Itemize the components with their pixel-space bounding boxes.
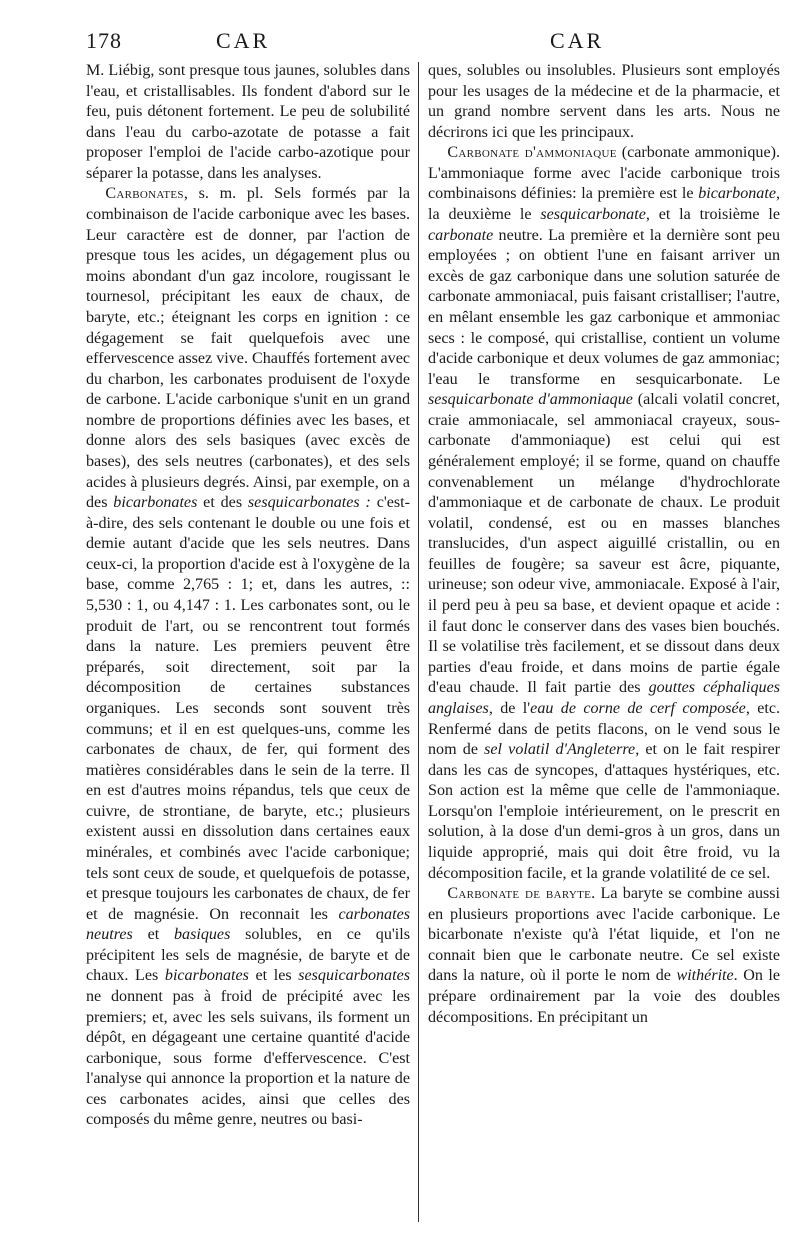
entry-headword: Carbonate d'ammoniaque xyxy=(447,144,617,162)
italic-term: basiques xyxy=(174,926,231,944)
paragraph-text: ques, solubles ou insolubles. Plusieurs sont employés pour les usages de la médecine et de la pharmacie, et un grand nombre servent dans les arts. Nous ne décrirons ici que les principaux. xyxy=(428,62,780,141)
entry-headword: Carbonates xyxy=(105,185,184,203)
entry-text: . On le prépare ordinairement par la voie des doubles décompositions. En précipitant un xyxy=(428,967,780,1026)
entry-text: neutre. La première et la dernière sont peu employées ; on obtient l'une en faisant arriver un excès de gaz carbonique dans une solution saturée de carbonate ammoniacal, puis faisant cristalliser; l'autre, en mêlant ensemble les gaz carbonique et ammoniac secs : le composé, qui cristallise, contient un volume d'acide carbonique et deux volumes de gaz ammoniac; l'eau le transforme en sesquicarbonate. Le xyxy=(428,226,780,388)
italic-term: sesquicarbonate xyxy=(540,206,646,224)
entry-text: ne donnent pas à froid de précipité avec les premiers; et, avec les sels suivans, ils forment un dépôt, en dégageant une certaine quantité d'acide carbonique, sous forme d'effervescence. C'est l'analyse qui annonce la proportion et la nature de ces carbonates acides, ainsi que celles des composés du même genre, neutres ou basi- xyxy=(86,988,410,1129)
page-number: 178 xyxy=(86,28,122,53)
entry-text: et les xyxy=(248,967,299,985)
entry-headword: Carbonate de baryte xyxy=(447,885,592,903)
italic-term: bicarbonates xyxy=(113,494,198,512)
entry-text: , la deuxième le xyxy=(428,185,780,224)
entry-carbonate-ammoniaque xyxy=(428,143,780,884)
paragraph-continued xyxy=(86,61,410,184)
entry-text: . La baryte se combine aussi en plusieurs proportions avec l'acide carbonique. Le bicarbonate n'existe qu'à l'état liquide, et l'on ne connait bien que le carbonate neutre. Ce sel existe dans la nature, où il porte le nom de xyxy=(428,885,780,985)
entry-text: , et on le fait respirer dans les cas de syncopes, d'attaques hystériques, etc. Son action est la même que celle de l'ammoniaque. Lorsqu'on l'emploie intérieurement, on le prescrit en solution, à la dose d'un demi-gros à un gros, dans un liquide approprié, mais qui doit être froid, vu la décomposition facile, et la grande volatilité de ce sel. xyxy=(428,741,780,882)
column-divider xyxy=(418,62,419,1222)
entry-text: et xyxy=(132,926,174,944)
entry-text: , de l' xyxy=(488,699,531,717)
entry-text: , s. m. pl. Sels formés par la combinaison de l'acide carbonique avec les bases. Leur caractère est de donner, par l'action de presque tous les acides, un dégagement plus ou moins abondant d'un gaz incolore, rougissant le tournesol, précipitant les eaux de chaux, de baryte, etc.; éteignant les corps en ignition : ce dégagement se fait quelquefois avec une effervescence assez vive. Chauffés fortement avec du charbon, les carbonates produisent de l'oxyde de carbone. L'acide carbonique s'unit en un grand nombre de proportions définies avec les bases, et donne alors des sels basiques (avec excès de bases), des sels neutres (carbonates), et des sels acides à plusieurs degrés. Ainsi, par exemple, on a des xyxy=(86,185,411,512)
italic-term: sesquicarbonates : xyxy=(247,494,371,512)
entry-text: et des xyxy=(197,494,248,512)
italic-term: sesquicarbonates xyxy=(298,967,410,985)
paragraph-text: M. Liébig, sont presque tous jaunes, solubles dans l'eau, et cristallisables. Ils fondent d'abord sur le feu, puis détonent fortement. Le peu de solubilité dans l'eau du carbo-azotate de potasse a fait proposer l'emploi de l'acide carbo-azotique pour séparer la potasse, dans les analyses. xyxy=(86,62,410,182)
paragraph-continued xyxy=(428,61,780,143)
entry-carbonates xyxy=(86,184,410,1131)
italic-term: bicarbonate xyxy=(698,185,776,203)
italic-term: bicarbonates xyxy=(164,967,249,985)
entry-carbonate-baryte xyxy=(428,884,780,1028)
entry-text: (alcali volatil concret, craie ammoniacale, sel ammoniacal crayeux, sous-carbonate d'ammoniaque) est celui qui est généralement employé; il se forme, quand on chauffe convenablement un mélange d'hydrochlorate d'ammoniaque et de carbonate de chaux. Le produit volatil, condensé, est ou en masses blanches translucides, d'un aspect aiguillé cristallin, ou en feuilles de fougère; sa saveur est âcre, piquante, urineuse; son odeur vive, ammoniacale. Exposé à l'air, il perd peu à peu sa base, et devient opaque et acide : il faut donc le conserver dans des vases bien bouchés. Il se volatilise très facilement, et se dissout dans deux parties d'eau froide, et dans moins de partie égale d'eau chaude. Il fait partie des xyxy=(428,391,780,697)
italic-term: withérite xyxy=(676,967,734,985)
entry-text: , etc. Renfermé dans de petits flacons, on le vend sous le nom de xyxy=(428,699,781,759)
italic-term: gouttes céphaliques anglaises xyxy=(428,679,780,717)
left-column xyxy=(86,61,410,1131)
italic-term: carbonates neutres xyxy=(86,905,410,944)
page-header xyxy=(86,28,780,58)
italic-term: sel volatil d'Angleterre xyxy=(484,741,636,759)
entry-text: , et la troisième le xyxy=(645,206,780,224)
italic-term: sesquicarbonate d'ammoniaque xyxy=(428,391,633,409)
running-head-right: CAR xyxy=(550,28,605,53)
entry-text: c'est-à-dire, des sels contenant le double ou une fois et demie autant d'acide que les sels neutres. Dans ceux-ci, la proportion d'acide est à l'oxygène de la base, comme 2,765 : 1; et, dans les autres, :: 5,530 : 1, ou 4,147 : 1. Les carbonates sont, ou le produit de l'art, ou se rencontrent tout formés dans la nature. Les premiers peuvent être préparés, soit directement, soit par la décomposition de certaines substances organiques. Les seconds sont souvent très communs; et il en est quelques-uns, comme les carbonates de chaux, de fer, qui forment des matières considérables dans le sein de la terre. Il en est d'autres moins répandus, tels que ceux de cuivre, de strontiane, de baryte, etc.; plusieurs existent aussi en dissolution dans certaines eaux minérales, et combinés avec l'acide carbonique; tels sont ceux de soude, et quelquefois de potasse, et presque toujours les carbonates de chaux, de fer et de magnésie. On reconnait les xyxy=(86,494,410,923)
running-head-left: CAR xyxy=(216,28,271,53)
italic-term: eau de corne de cerf composée xyxy=(530,699,746,717)
entry-text: solubles, en ce qu'ils précipitent les sels de magnésie, de baryte et de chaux. Les xyxy=(86,926,410,985)
entry-text: (carbonate ammonique). L'ammoniaque forme avec l'acide carbonique trois combinaisons définies: la première est le xyxy=(428,144,780,203)
right-column xyxy=(428,61,780,1028)
italic-term: carbonate xyxy=(428,226,494,244)
